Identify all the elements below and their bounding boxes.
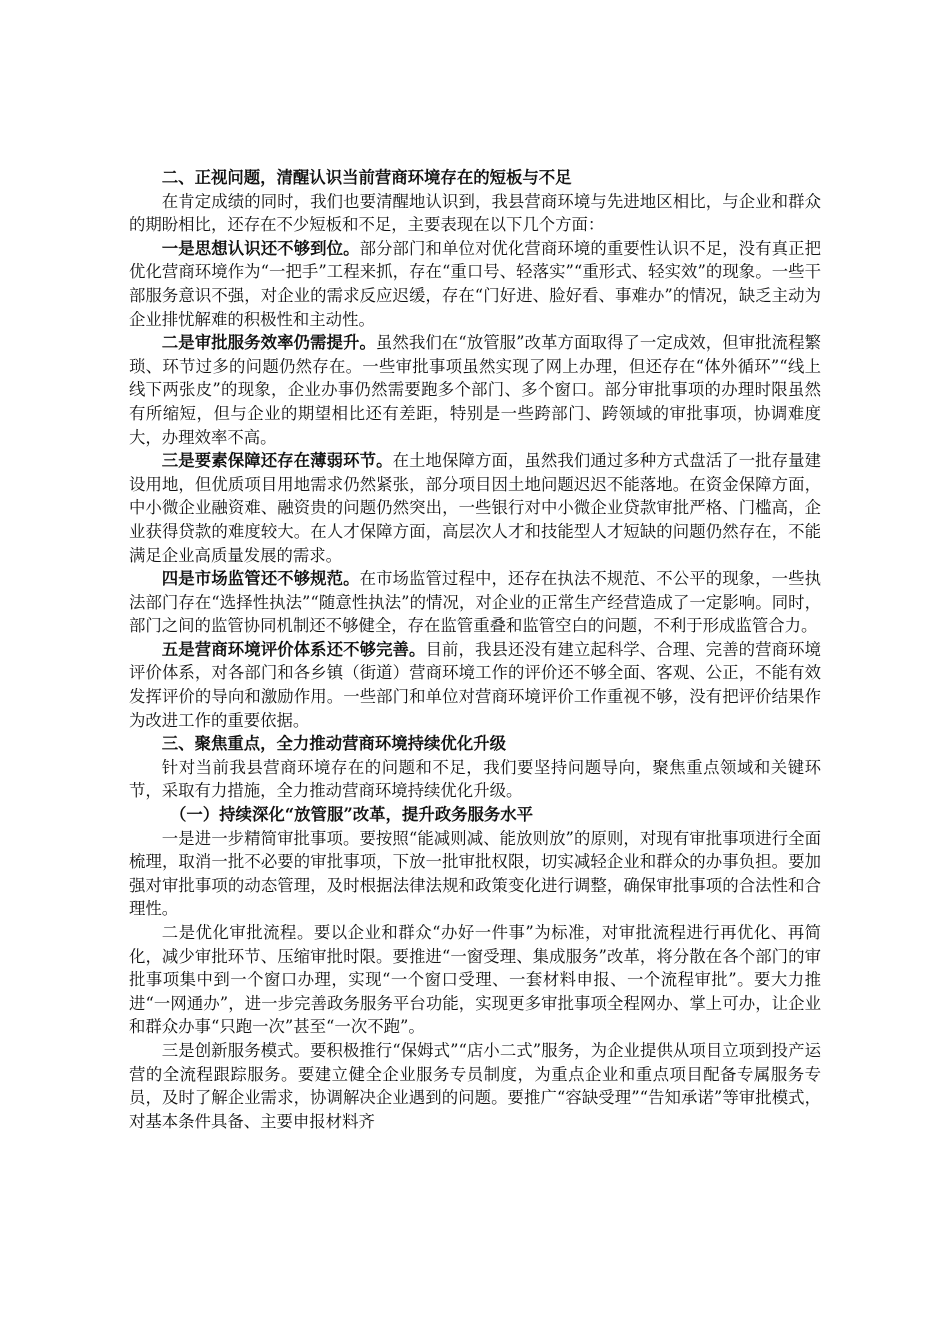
issue-paragraph-1 [129, 237, 821, 331]
issue-lead-3: 三是要素保障还存在薄弱环节。 [161, 451, 393, 471]
section-2-intro: 在肯定成绩的同时，我们也要清醒地认识到，我县营商环境与先进地区相比，与企业和群众的期盼相比，还存在不少短板和不足，主要表现在以下几个方面： [129, 191, 821, 235]
section-heading-3: 三、聚焦重点，全力推动营商环境持续优化升级 [161, 734, 506, 754]
issue-lead-4: 四是市场监管还不够规范。 [161, 569, 360, 589]
issue-paragraph-5 [129, 638, 821, 732]
subsection-heading-1: （一）持续深化“放管服”改革，提升政务服务水平 [170, 805, 534, 825]
issue-body-3: 在土地保障方面，虽然我们通过多种方式盘活了一批存量建设用地，但优质项目用地需求仍然紧张，部分项目因土地问题迟迟不能落地。在资金保障方面，中小微企业融资难、融资贵的问题仍然突出，一些银行对中小微企业贷款审批严格、门槛高，企业获得贷款的难度较大。在人才保障方面，高层次人才和技能型人才短缺的问题仍然存在，不能满足企业高质量发展的需求。 [129, 451, 822, 565]
document-page [129, 166, 821, 1133]
subsection-1-paragraph-2: 二是优化审批流程。要以企业和群众“办好一件事”为标准，对审批流程进行再优化、再简化，减少审批环节、压缩审批时限。要推进“一窗受理、集成服务”改革，将分散在各个部门的审批事项集中到一个窗口办理，实现“一个窗口受理、一套材料申报、一个流程审批”。要大力推进“一网通办”，进一步完善政务服务平台功能，实现更多审批事项全程网办、掌上可办，让企业和群众办事“只跑一次”甚至“一次不跑”。 [129, 923, 821, 1037]
issue-lead-5: 五是营商环境评价体系还不够完善。 [161, 639, 426, 659]
issue-body-2: 虽然我们在“放管服”改革方面取得了一定成效，但审批流程繁琐、环节过多的问题仍然存在。一些审批事项虽然实现了网上办理，但还存在“体外循环”“线上线下两张皮”的现象，企业办事仍然需要跑多个部门、多个窗口。部分审批事项的办理时限虽然有所缩短，但与企业的期望相比还有差距，特别是一些跨部门、跨领域的审批事项，协调难度大，办理效率不高。 [129, 333, 821, 447]
issue-body-4: 在市场监管过程中，还存在执法不规范、不公平的现象，一些执法部门存在“选择性执法”“随意性执法”的情况，对企业的正常生产经营造成了一定影响。同时，部门之间的监管协同机制还不够健全，存在监管重叠和监管空白的问题，不利于形成监管合力。 [129, 569, 822, 636]
issue-body-5: 目前，我县还没有建立起科学、合理、完善的营商环境评价体系，对各部门和各乡镇（街道）营商环境工作的评价还不够全面、客观、公正，不能有效发挥评价的导向和激励作用。一些部门和单位对营商环境评价工作重视不够，没有把评价结果作为改进工作的重要依据。 [129, 639, 821, 730]
subsection-1-paragraph-3: 三是创新服务模式。要积极推行“保姆式”“店小二式”服务，为企业提供从项目立项到投产运营的全流程跟踪服务。要建立健全企业服务专员制度，为重点企业和重点项目配备专属服务专员，及时了解企业需求，协调解决企业遇到的问题。要推广“容缺受理”“告知承诺”等审批模式，对基本条件具备、主要申报材料齐 [129, 1040, 821, 1131]
issue-lead-2: 二是审批服务效率仍需提升。 [161, 333, 376, 353]
issue-paragraph-2 [129, 331, 821, 449]
section-heading-2: 二、正视问题，清醒认识当前营商环境存在的短板与不足 [161, 168, 572, 187]
section-3-intro: 针对当前我县营商环境存在的问题和不足，我们要坚持问题导向，聚焦重点领域和关键环节，采取有力措施，全力推动营商环境持续优化升级。 [129, 757, 821, 801]
subsection-1-paragraph-1: 一是进一步精简审批事项。要按照“能减则减、能放则放”的原则，对现有审批事项进行全面梳理，取消一批不必要的审批事项，下放一批审批权限，切实减轻企业和群众的办事负担。要加强对审批事项的动态管理，及时根据法律法规和政策变化进行调整，确保审批事项的合法性和合理性。 [129, 828, 821, 919]
issue-paragraph-3 [129, 449, 821, 567]
issue-lead-1: 一是思想认识还不够到位。 [161, 238, 360, 258]
issue-paragraph-4 [129, 567, 821, 638]
issue-body-1: 部分部门和单位对优化营商环境的重要性认识不足，没有真正把优化营商环境作为“一把手”工程来抓，存在“重口号、轻落实”“重形式、轻实效”的现象。一些干部服务意识不强，对企业的需求反应迟缓，存在“门好进、脸好看、事难办”的情况，缺乏主动为企业排忧解难的积极性和主动性。 [129, 238, 822, 329]
